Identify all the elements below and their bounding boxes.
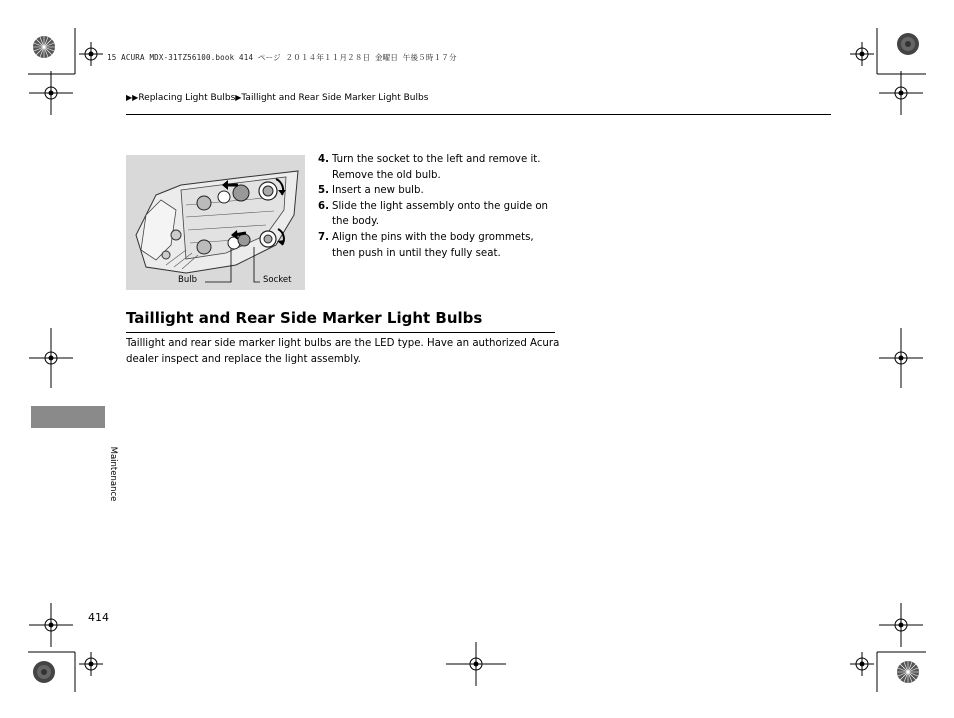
- step-item: [318, 230, 558, 261]
- header-rule: [126, 114, 831, 115]
- breadcrumb-arrows-icon: ▶▶: [126, 93, 139, 102]
- step-number: 6.: [318, 200, 329, 212]
- step-text: Turn the socket to the left and remove it. Remove the old bulb.: [332, 154, 541, 181]
- step-text: Slide the light assembly onto the guide on the body.: [332, 200, 549, 228]
- step-number: 5.: [318, 185, 329, 197]
- section-rule: [126, 332, 555, 333]
- step-item: [318, 199, 558, 230]
- bulb-label: Bulb: [178, 275, 197, 285]
- step-text: Insert a new bulb.: [332, 185, 424, 197]
- breadcrumb: [126, 93, 428, 103]
- taillight-assembly-drawing: [126, 155, 305, 290]
- breadcrumb-current: Taillight and Rear Side Marker Light Bulbs: [241, 93, 429, 103]
- step-number: 7.: [318, 231, 329, 243]
- breadcrumb-separator-icon: ▶: [235, 93, 242, 102]
- section-body-text: Taillight and rear side marker light bulbs are the LED type. Have an authorized Acura dealer inspect and replace the light assembly.: [126, 338, 560, 365]
- section-title: Taillight and Rear Side Marker Light Bulbs: [126, 309, 483, 327]
- step-item: [318, 152, 558, 183]
- step-number: 4.: [318, 154, 329, 165]
- taillight-illustration: [126, 155, 305, 290]
- step-text: Align the pins with the body grommets, then push in until they fully seat.: [332, 231, 534, 259]
- breadcrumb-parent-link[interactable]: Replacing Light Bulbs: [138, 93, 236, 103]
- print-file-info: 15 ACURA MDX-31TZ56100.book 414 ページ ２０１４年１１月２８日 金曜日 午後５時１７分: [107, 53, 457, 62]
- socket-label: Socket: [263, 275, 292, 285]
- page-number: 414: [88, 611, 109, 624]
- procedure-steps: [318, 152, 558, 261]
- step-item: [318, 183, 558, 199]
- chapter-label: Maintenance: [108, 446, 118, 502]
- chapter-tab[interactable]: [31, 406, 105, 428]
